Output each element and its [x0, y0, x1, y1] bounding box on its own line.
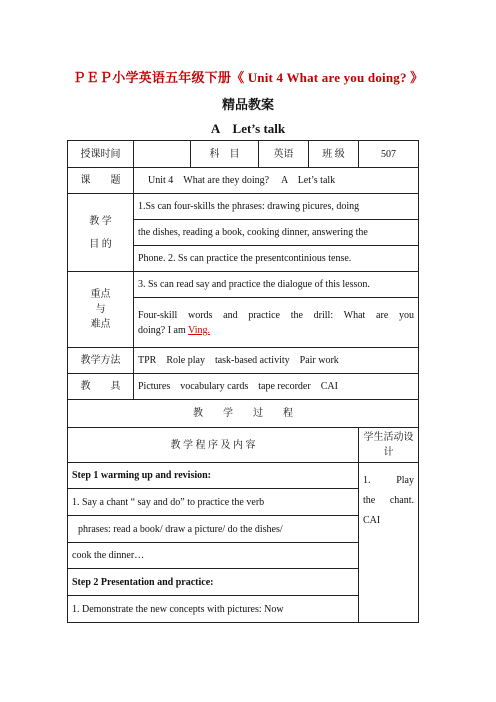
key-points-label: [68, 272, 134, 348]
table-row: [68, 348, 419, 374]
objectives-line: 1.Ss can four-skills the phrases: drawing picures, doing: [134, 194, 419, 220]
class-value: 507: [359, 141, 419, 168]
table-row: [68, 272, 419, 298]
subject-value: 英语: [259, 141, 309, 168]
topic-value: Unit 4 What are they doing? A Let’s talk: [134, 168, 419, 194]
tools-value: Pictures vocabulary cards tape recorder CAI: [134, 374, 419, 400]
key-points-drill: [134, 298, 419, 348]
table-row: [68, 194, 419, 220]
objectives-label-line1: 教 学: [89, 215, 112, 227]
topic-label: 课 题: [68, 168, 134, 194]
table-row: [68, 141, 419, 168]
tools-label: 教 具: [68, 374, 134, 400]
step-line: Step 1 warming up and revision:: [68, 463, 359, 489]
objectives-label-line2: 目 的: [89, 238, 112, 250]
activity-header: 学生活动设计: [359, 428, 419, 463]
procedure-header: 教 学 程 序 及 内 容: [68, 428, 359, 463]
key-points-line: [138, 323, 414, 338]
key-points-line: Four-skill words and practice the drill: What are you: [138, 309, 414, 321]
step-line: cook the dinner…: [68, 543, 359, 569]
drill-text: doing? I am: [138, 324, 189, 336]
objectives-label: [68, 194, 134, 272]
methods-value: TPR Role play task-based activity Pair work: [134, 348, 419, 374]
table-row: [68, 428, 419, 463]
process-header: 教 学 过 程: [68, 400, 419, 428]
subject-label: 科 目: [191, 141, 259, 168]
table-row: [68, 374, 419, 400]
step-line: Step 2 Presentation and practice:: [68, 569, 359, 596]
table-row: [68, 463, 419, 489]
table-row: [68, 168, 419, 194]
document-subtitle: 精品教案: [221, 97, 274, 112]
key-points-label-line1: 重点: [90, 289, 111, 300]
teaching-time-label: 授课时间: [68, 141, 134, 168]
objectives-line: Phone. 2. Ss can practice the presentcontinious tense.: [134, 246, 419, 272]
methods-label: 教学方法: [68, 348, 134, 374]
table-row: [68, 400, 419, 428]
key-points-label-line3: 难点: [90, 319, 111, 330]
key-points-label-line2: 与: [95, 304, 106, 315]
step-line: 1. Say a chant “ say and do” to practice the verb: [68, 489, 359, 516]
lesson-plan-table: [67, 140, 427, 623]
key-points-line: 3. Ss can read say and practice the dialogue of this lesson.: [134, 272, 419, 298]
teaching-time-value: [134, 141, 191, 168]
objectives-line: the dishes, reading a book, cooking dinner, answering the: [134, 220, 419, 246]
class-label: 班 级: [309, 141, 359, 168]
document-title: ＰＥＰ小学英语五年级下册《 Unit 4 What are you doing? 》: [72, 70, 424, 85]
activity-cell: 1. Play the chant. CAI: [359, 463, 419, 623]
step-line: 1. Demonstrate the new concepts with pictures: Now: [68, 596, 359, 623]
section-title: A Let’s talk: [210, 121, 286, 136]
step-line: phrases: read a book/ draw a picture/ do the dishes/: [68, 516, 359, 543]
drill-highlight: Ving.: [188, 324, 210, 336]
